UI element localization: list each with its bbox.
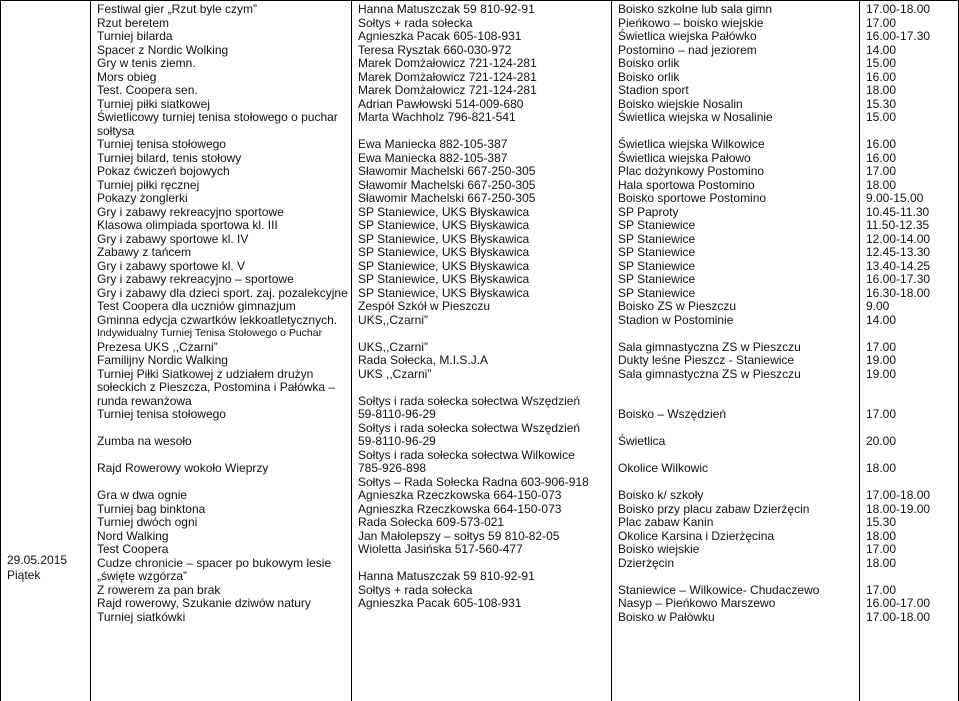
place-line: Boisko orlik bbox=[618, 56, 680, 70]
organizer-line: UKS,,Czarni” bbox=[358, 339, 429, 354]
place-line: Boisko ZS w Pieszczu bbox=[618, 299, 737, 313]
time-line bbox=[866, 381, 954, 395]
event-line: Festiwal gier „Rzut byle czym” bbox=[97, 2, 258, 16]
event-line: Familijny Nordic Walking bbox=[97, 353, 228, 367]
event-line: Pokaz ćwiczeń bojowych bbox=[97, 164, 230, 178]
organizer-line: Sławomir Machelski 667-250-305 bbox=[358, 164, 536, 178]
event-line: Turniej piłki siatkowej bbox=[97, 96, 210, 111]
event-line bbox=[97, 422, 347, 436]
organizer-line: Sołtys + rada sołecka bbox=[358, 582, 473, 597]
event-line: Mors obieg bbox=[97, 69, 157, 84]
weekday-value: Piątek bbox=[7, 568, 41, 582]
place-line: Boisko szkolne lub sala gimn bbox=[618, 2, 773, 16]
time-line bbox=[866, 327, 954, 341]
place-line bbox=[618, 476, 855, 490]
place-line: Boisko – Wszędzień bbox=[618, 407, 727, 421]
place-line bbox=[618, 381, 855, 395]
organizer-line: Ewa Maniecka 882-105-387 bbox=[358, 137, 508, 151]
time-line: 17.00 bbox=[866, 582, 897, 597]
event-line bbox=[97, 449, 347, 463]
time-line: 18.00 bbox=[866, 461, 897, 475]
event-line: Gry i zabawy rekreacyjno – sportowe bbox=[97, 272, 294, 286]
time-line: 14.00 bbox=[866, 42, 897, 57]
event-line: sołeckich z Pieszcza, Postomina i Pałówka – bbox=[97, 380, 336, 394]
place-line: Sala gimnastyczna ZS w Pieszczu bbox=[618, 366, 801, 381]
time-line: 17.00 bbox=[866, 542, 897, 556]
event-line: Gry i zabawy dla dzieci sport. zaj. pozalekcyjne bbox=[97, 285, 348, 300]
time-line: 15.30 bbox=[866, 96, 897, 111]
time-line: 16.00-17.30 bbox=[866, 29, 931, 43]
place-line: Stadion sport bbox=[618, 83, 689, 97]
event-line: Turniej dwóch ogni bbox=[97, 515, 198, 529]
organizer-line bbox=[358, 125, 607, 139]
event-line: Turniej tenisa stołowego bbox=[97, 137, 226, 151]
time-line: 17.00 bbox=[866, 15, 897, 30]
date-column bbox=[1, 1, 91, 701]
event-line: „święte wzgórza” bbox=[97, 569, 188, 583]
organizer-line: Agnieszka Pacak 605-108-931 bbox=[358, 596, 522, 610]
organizer-line: SP Staniewice, UKS Błyskawica bbox=[358, 231, 530, 246]
organizer-line: UKS,,Czarni” bbox=[358, 312, 429, 327]
time-line: 18.00-19.00 bbox=[866, 501, 931, 516]
time-line: 9.00-15.00 bbox=[866, 191, 924, 205]
place-line: SP Staniewice bbox=[618, 245, 696, 259]
date-cell bbox=[7, 553, 67, 583]
place-line: Boisko sportowe Postomino bbox=[618, 191, 767, 205]
time-line: 16.00 bbox=[866, 69, 897, 84]
place-line: Dzierżęcin bbox=[618, 555, 675, 570]
place-list bbox=[618, 3, 855, 624]
place-line: Świetlica wiejska w Nosalinie bbox=[618, 110, 773, 124]
place-line bbox=[618, 395, 855, 409]
place-line: SP Staniewice bbox=[618, 218, 696, 232]
place-line bbox=[618, 125, 855, 139]
place-line: SP Staniewice bbox=[618, 272, 696, 286]
event-line: Gry i zabawy sportowe kl. V bbox=[97, 258, 246, 273]
organizer-line: Sołtys – Rada Sołecka Radna 603-906-918 bbox=[358, 474, 589, 489]
organizer-line: SP Staniewice, UKS Błyskawica bbox=[358, 258, 530, 273]
organizer-line: Teresa Rysztak 660-030-972 bbox=[358, 42, 512, 57]
time-line: 18.00 bbox=[866, 528, 897, 543]
place-column bbox=[612, 1, 860, 701]
organizer-line: Rada Sołecka, M.I.S.J.A bbox=[358, 353, 489, 367]
organizer-line: Sołtys i rada sołecka sołectwa Wilkowice bbox=[358, 447, 575, 462]
organizer-list bbox=[358, 3, 607, 611]
place-line: Świetlica wiejska Pałowo bbox=[618, 150, 751, 165]
time-line: 20.00 bbox=[866, 434, 897, 448]
event-line: Gra w dwa ognie bbox=[97, 488, 188, 502]
event-line: Zumba na wesoło bbox=[97, 434, 192, 448]
organizer-line: SP Staniewice, UKS Błyskawica bbox=[358, 218, 530, 232]
organizer-line: SP Staniewice, UKS Błyskawica bbox=[358, 272, 530, 286]
event-line: sołtysa bbox=[97, 123, 135, 138]
organizer-line: SP Staniewice, UKS Błyskawica bbox=[358, 245, 530, 259]
event-line: Klasowa olimpiada sportowa kl. III bbox=[97, 218, 278, 232]
time-column bbox=[860, 1, 959, 701]
time-line: 18.00 bbox=[866, 555, 897, 570]
event-line: Gry i zabawy sportowe kl. IV bbox=[97, 231, 249, 246]
organizer-line: Sołtys i rada sołecka sołectwa Wszędzień bbox=[358, 393, 581, 408]
organizer-line: Hanna Matuszczak 59 810-92-91 bbox=[358, 569, 535, 583]
event-line: Z rowerem za pan brak bbox=[97, 582, 221, 597]
organizer-line bbox=[358, 381, 607, 395]
organizer-line: Sławomir Machelski 667-250-305 bbox=[358, 191, 536, 205]
place-line: Okolice Karsina i Dzierżęcina bbox=[618, 528, 775, 543]
time-line bbox=[866, 422, 954, 436]
place-line: Nasyp – Pieńkowo Marszewo bbox=[618, 596, 776, 610]
time-line: 15.00 bbox=[866, 56, 897, 70]
time-line: 17.00-18.00 bbox=[866, 2, 931, 16]
time-line bbox=[866, 449, 954, 463]
organizer-line: Agnieszka Rzeczkowska 664-150-073 bbox=[358, 488, 562, 502]
organizer-line: Marek Domżałowicz 721-124-281 bbox=[358, 56, 537, 70]
organizer-line: UKS ,,Czarni” bbox=[358, 366, 432, 381]
time-line: 17.00-18.00 bbox=[866, 488, 931, 502]
event-line: Gry w tenis ziemn. bbox=[97, 56, 196, 70]
event-line: Prezesa UKS ,,Czarni” bbox=[97, 339, 218, 354]
place-line: Boisko w Pałówku bbox=[618, 609, 715, 624]
place-line: Stadion w Postominie bbox=[618, 312, 734, 327]
organizer-line: SP Staniewice, UKS Błyskawica bbox=[358, 285, 530, 300]
time-line: 19.00 bbox=[866, 366, 897, 381]
event-line: Turniej siatkówki bbox=[97, 609, 186, 624]
place-line: Postomino – nad jeziorem bbox=[618, 42, 757, 57]
event-line: Spacer z Nordic Wolking bbox=[97, 42, 229, 57]
place-line: SP Staniewice bbox=[618, 231, 696, 246]
place-line: Sala gimnastyczna ZS w Pieszczu bbox=[618, 339, 801, 354]
organizer-line: 785-926-898 bbox=[358, 461, 427, 475]
place-line: Świetlica wiejska Pałówko bbox=[618, 29, 757, 43]
organizer-column bbox=[352, 1, 612, 701]
organizer-line: Adrian Pawłowski 514-009-680 bbox=[358, 96, 524, 111]
time-line: 9.00 bbox=[866, 299, 890, 313]
event-line: Turniej bag binktona bbox=[97, 501, 206, 516]
place-line: Boisko przy placu zabaw Dzierżęcin bbox=[618, 501, 810, 516]
organizer-line: Sołtys + rada sołecka bbox=[358, 15, 473, 30]
place-line: Pieńkowo – boisko wiejskie bbox=[618, 15, 764, 30]
place-line: Boisko wiejskie bbox=[618, 542, 700, 556]
place-line: Boisko wiejskie Nosalin bbox=[618, 96, 743, 111]
time-line: 17.00 bbox=[866, 164, 897, 178]
place-line: Boisko k/ szkoły bbox=[618, 488, 704, 502]
place-line: Plac dożynkowy Postomino bbox=[618, 164, 765, 178]
event-list bbox=[97, 3, 347, 624]
organizer-line: Marta Wachholz 796-821-541 bbox=[358, 110, 516, 124]
time-line: 19.00 bbox=[866, 353, 897, 367]
place-line: Okolice Wilkowic bbox=[618, 461, 709, 475]
time-line: 16.00 bbox=[866, 137, 897, 151]
event-line: Gminna edycja czwartków lekkoatletycznych. bbox=[97, 312, 338, 327]
organizer-line: Agnieszka Pacak 605-108-931 bbox=[358, 29, 522, 43]
time-line bbox=[866, 570, 954, 584]
event-line: Świetlicowy turniej tenisa stołowego o puchar bbox=[97, 110, 338, 124]
time-line: 12.00-14.00 bbox=[866, 231, 931, 246]
event-line: Turniej tenisa stołowego bbox=[97, 407, 226, 421]
time-line: 16.00-17.30 bbox=[866, 272, 931, 286]
organizer-line bbox=[358, 557, 607, 571]
event-line bbox=[97, 476, 347, 490]
event-line: Gry i zabawy rekreacyjno sportowe bbox=[97, 204, 284, 219]
time-line: 17.00 bbox=[866, 339, 897, 354]
time-line: 13.40-14.25 bbox=[866, 258, 931, 273]
place-line bbox=[618, 422, 855, 436]
place-line: Plac zabaw Kanin bbox=[618, 515, 714, 529]
organizer-line: Rada Sołecka 609-573-021 bbox=[358, 515, 505, 529]
time-line: 15.30 bbox=[866, 515, 897, 529]
place-line: SP Staniewice bbox=[618, 285, 696, 300]
organizer-line: Zespół Szkół w Pieszczu bbox=[358, 299, 491, 313]
place-line: Staniewice – Wilkowice- Chudaczewo bbox=[618, 582, 820, 597]
event-line: Nord Walking bbox=[97, 528, 169, 543]
organizer-line: Marek Domżałowicz 721-124-281 bbox=[358, 83, 537, 97]
event-line: Rajd Rowerowy wokoło Wieprzy bbox=[97, 461, 269, 475]
place-line: Boisko orlik bbox=[618, 69, 680, 84]
organizer-line: 59-8110-96-29 bbox=[358, 407, 436, 421]
date-value: 29.05.2015 bbox=[7, 553, 68, 567]
place-line bbox=[618, 327, 855, 341]
organizer-line: Wioletta Jasińska 517-560-477 bbox=[358, 542, 523, 556]
event-line: Turniej bilarda bbox=[97, 29, 173, 43]
organizer-line: SP Staniewice, UKS Błyskawica bbox=[358, 204, 530, 219]
event-line: Cudze chronicie – spacer po bukowym lesie bbox=[97, 555, 332, 570]
place-line bbox=[618, 449, 855, 463]
organizer-line: Marek Domżałowicz 721-124-281 bbox=[358, 69, 537, 84]
time-list bbox=[866, 3, 954, 624]
event-line: Turniej bilard, tenis stołowy bbox=[97, 150, 242, 165]
place-line bbox=[618, 570, 855, 584]
place-line: Świetlica bbox=[618, 434, 666, 448]
event-line: Test Coopera dla uczniów gimnazjum bbox=[97, 299, 296, 313]
place-line: Świetlica wiejska Wilkowice bbox=[618, 137, 765, 151]
event-line: Indywidualny Turniej Tenisa Stołowego o Puchar bbox=[97, 327, 323, 339]
time-line bbox=[866, 125, 954, 139]
event-line: Turniej piłki ręcznej bbox=[97, 177, 200, 192]
time-line bbox=[866, 476, 954, 490]
organizer-line: Jan Małolepszy – sołtys 59 810-82-05 bbox=[358, 528, 560, 543]
time-line: 16.00-17.00 bbox=[866, 596, 931, 610]
time-line: 14.00 bbox=[866, 312, 897, 327]
time-line bbox=[866, 395, 954, 409]
event-line: Test. Coopera sen. bbox=[97, 83, 198, 97]
time-line: 11.50-12.35 bbox=[866, 218, 930, 232]
event-line: Test Coopera bbox=[97, 542, 169, 556]
event-column bbox=[91, 1, 352, 701]
place-line: Hala sportowa Postomino bbox=[618, 177, 755, 192]
time-line: 17.00 bbox=[866, 407, 897, 421]
time-line: 10.45-11.30 bbox=[866, 204, 930, 219]
event-line: Pokazy żonglerki bbox=[97, 191, 188, 205]
time-line: 17.00-18.00 bbox=[866, 609, 931, 624]
organizer-line: Ewa Maniecka 882-105-387 bbox=[358, 150, 508, 165]
event-line: Turniej Piłki Siatkowej z udziałem drużyn bbox=[97, 366, 314, 381]
event-line: Rzut beretem bbox=[97, 15, 170, 30]
event-line: Zabawy z tańcem bbox=[97, 245, 192, 259]
event-line: Rajd rowerowy, Szukanie dziwów natury bbox=[97, 596, 311, 610]
organizer-line: Sołtys i rada sołecka sołectwa Wszędzień bbox=[358, 420, 581, 435]
organizer-line bbox=[358, 327, 607, 341]
organizer-line: Hanna Matuszczak 59 810-92-91 bbox=[358, 2, 535, 16]
place-line: Dukty leśne Pieszcz - Staniewice bbox=[618, 353, 795, 367]
place-line: SP Paproty bbox=[618, 204, 679, 219]
organizer-line: Agnieszka Rzeczkowska 664-150-073 bbox=[358, 501, 562, 516]
event-line: runda rewanżowa bbox=[97, 393, 192, 408]
organizer-line: Sławomir Machelski 667-250-305 bbox=[358, 177, 536, 192]
time-line: 16.00 bbox=[866, 150, 897, 165]
time-line: 18.00 bbox=[866, 177, 897, 192]
place-line: SP Staniewice bbox=[618, 258, 696, 273]
time-line: 15.00 bbox=[866, 110, 897, 124]
organizer-line: 59-8110-96-29 bbox=[358, 434, 436, 448]
time-line: 12.45-13.30 bbox=[866, 245, 931, 259]
time-line: 18.00 bbox=[866, 83, 897, 97]
time-line: 16.30-18.00 bbox=[866, 285, 931, 300]
